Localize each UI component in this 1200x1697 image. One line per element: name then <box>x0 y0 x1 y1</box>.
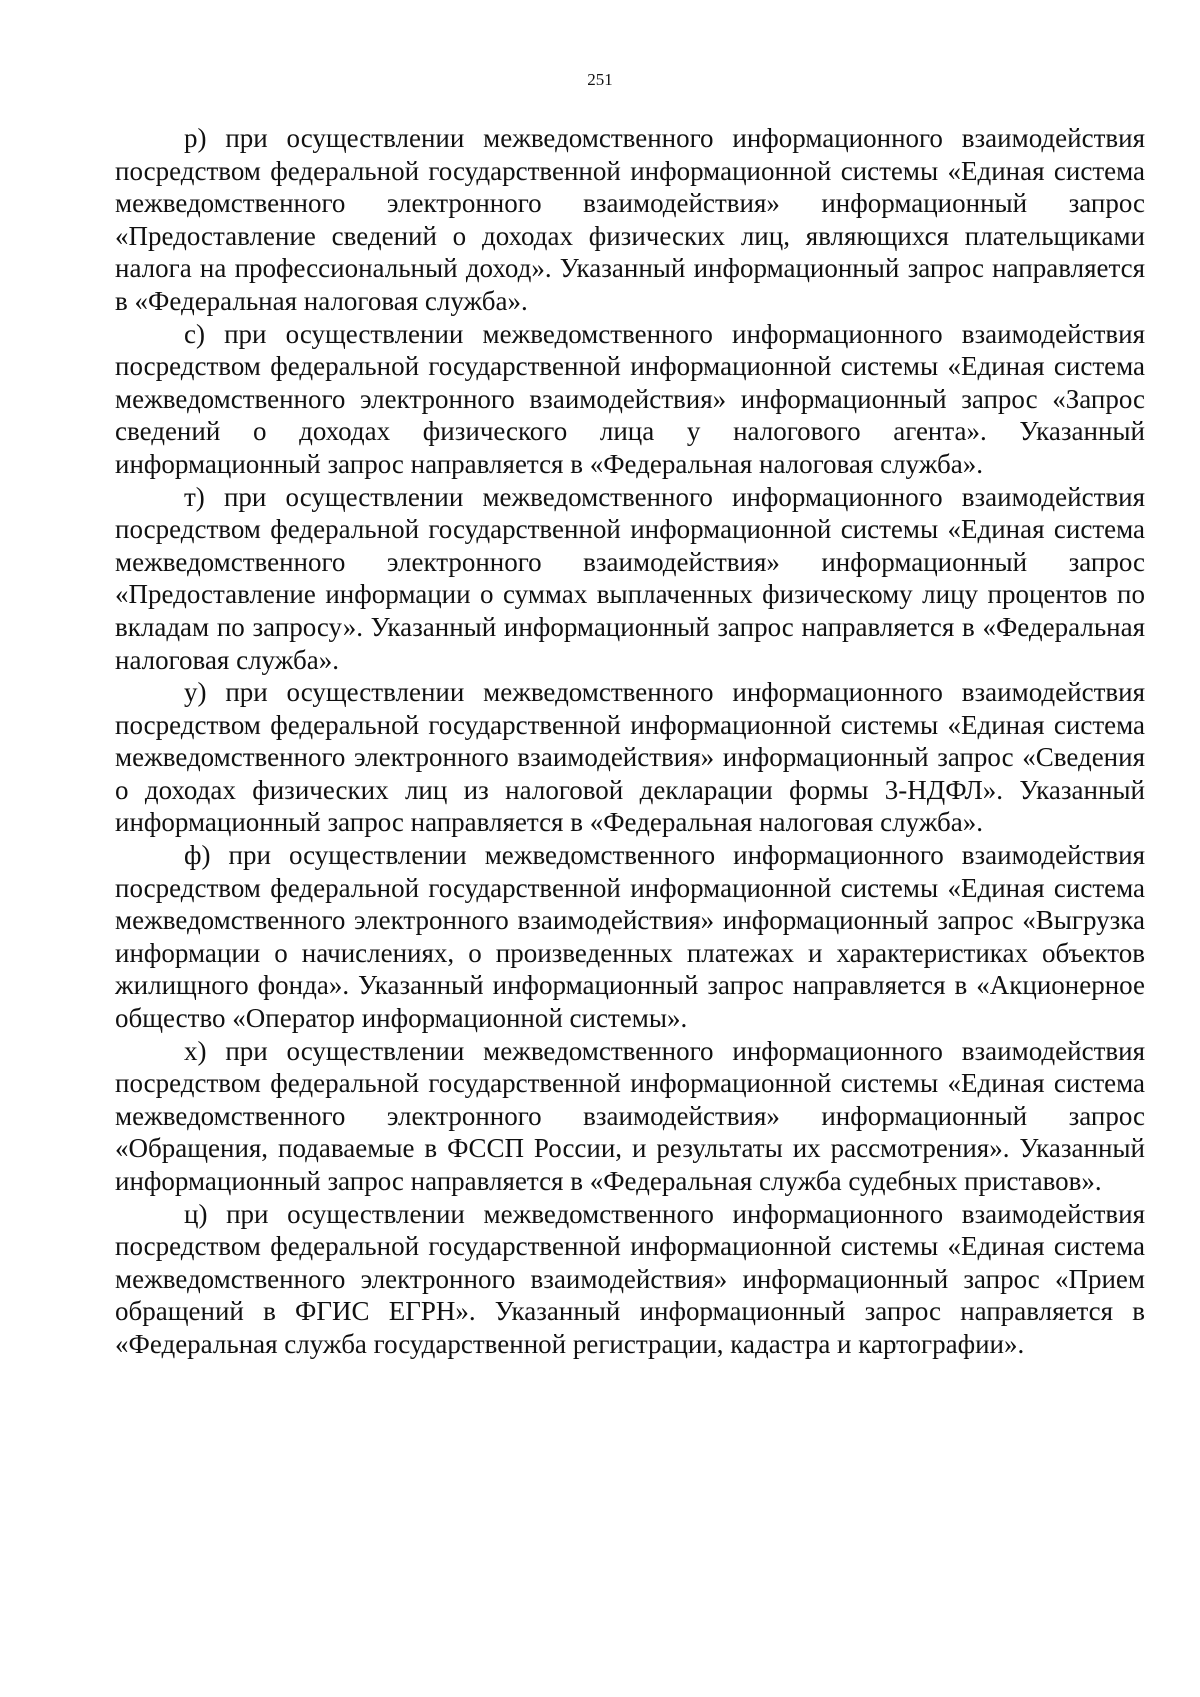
paragraph-f: ф) при осуществлении межведомственного информационного взаимодействия посредством федеральной государственной информационной системы «Единая система межведомственного электронного взаимодействия» информационный запрос «Выгрузка информации о начислениях, о произведенных платежах и характеристиках объектов жилищного фонда». Указанный информационный запрос направляется в «Акционерное общество «Оператор информационной системы». <box>115 840 1145 1034</box>
paragraph-r: р) при осуществлении межведомственного информационного взаимодействия посредством федеральной государственной информационной системы «Единая система межведомственного электронного взаимодействия» информационный запрос «Предоставление сведений о доходах физических лиц, являющихся плательщиками налога на профессиональный доход». Указанный информационный запрос направляется в «Федеральная налоговая служба». <box>115 123 1145 316</box>
paragraph-ts: ц) при осуществлении межведомственного информационного взаимодействия посредством федеральной государственной информационной системы «Единая система межведомственного электронного взаимодействия» информационный запрос «Прием обращений в ФГИС ЕГРН». Указанный информационный запрос направляется в «Федеральная служба государственной регистрации, кадастра и картографии». <box>115 1198 1145 1359</box>
paragraph-u: у) при осуществлении межведомственного информационного взаимодействия посредством федеральной государственной информационной системы «Единая система межведомственного электронного взаимодействия» информационный запрос «Сведения о доходах физических лиц из налоговой декларации формы 3-НДФЛ». Указанный информационный запрос направляется в «Федеральная налоговая служба». <box>115 677 1145 838</box>
paragraph-t: т) при осуществлении межведомственного информационного взаимодействия посредством федеральной государственной информационной системы «Единая система межведомственного электронного взаимодействия» информационный запрос «Предоставление информации о суммах выплаченных физическому лицу процентов по вкладам по запросу». Указанный информационный запрос направляется в «Федеральная налоговая служба». <box>115 481 1145 675</box>
document-body <box>115 122 1145 1361</box>
paragraph-kh: х) при осуществлении межведомственного информационного взаимодействия посредством федеральной государственной информационной системы «Единая система межведомственного электронного взаимодействия» информационный запрос «Обращения, подаваемые в ФССП России, и результаты их рассмотрения». Указанный информационный запрос направляется в «Федеральная служба судебных приставов». <box>115 1035 1145 1196</box>
paragraph-s: с) при осуществлении межведомственного информационного взаимодействия посредством федеральной государственной информационной системы «Единая система межведомственного электронного взаимодействия» информационный запрос «Запрос сведений о доходах физического лица у налогового агента». Указанный информационный запрос направляется в «Федеральная налоговая служба». <box>115 318 1145 479</box>
page-number: 251 <box>587 70 613 89</box>
